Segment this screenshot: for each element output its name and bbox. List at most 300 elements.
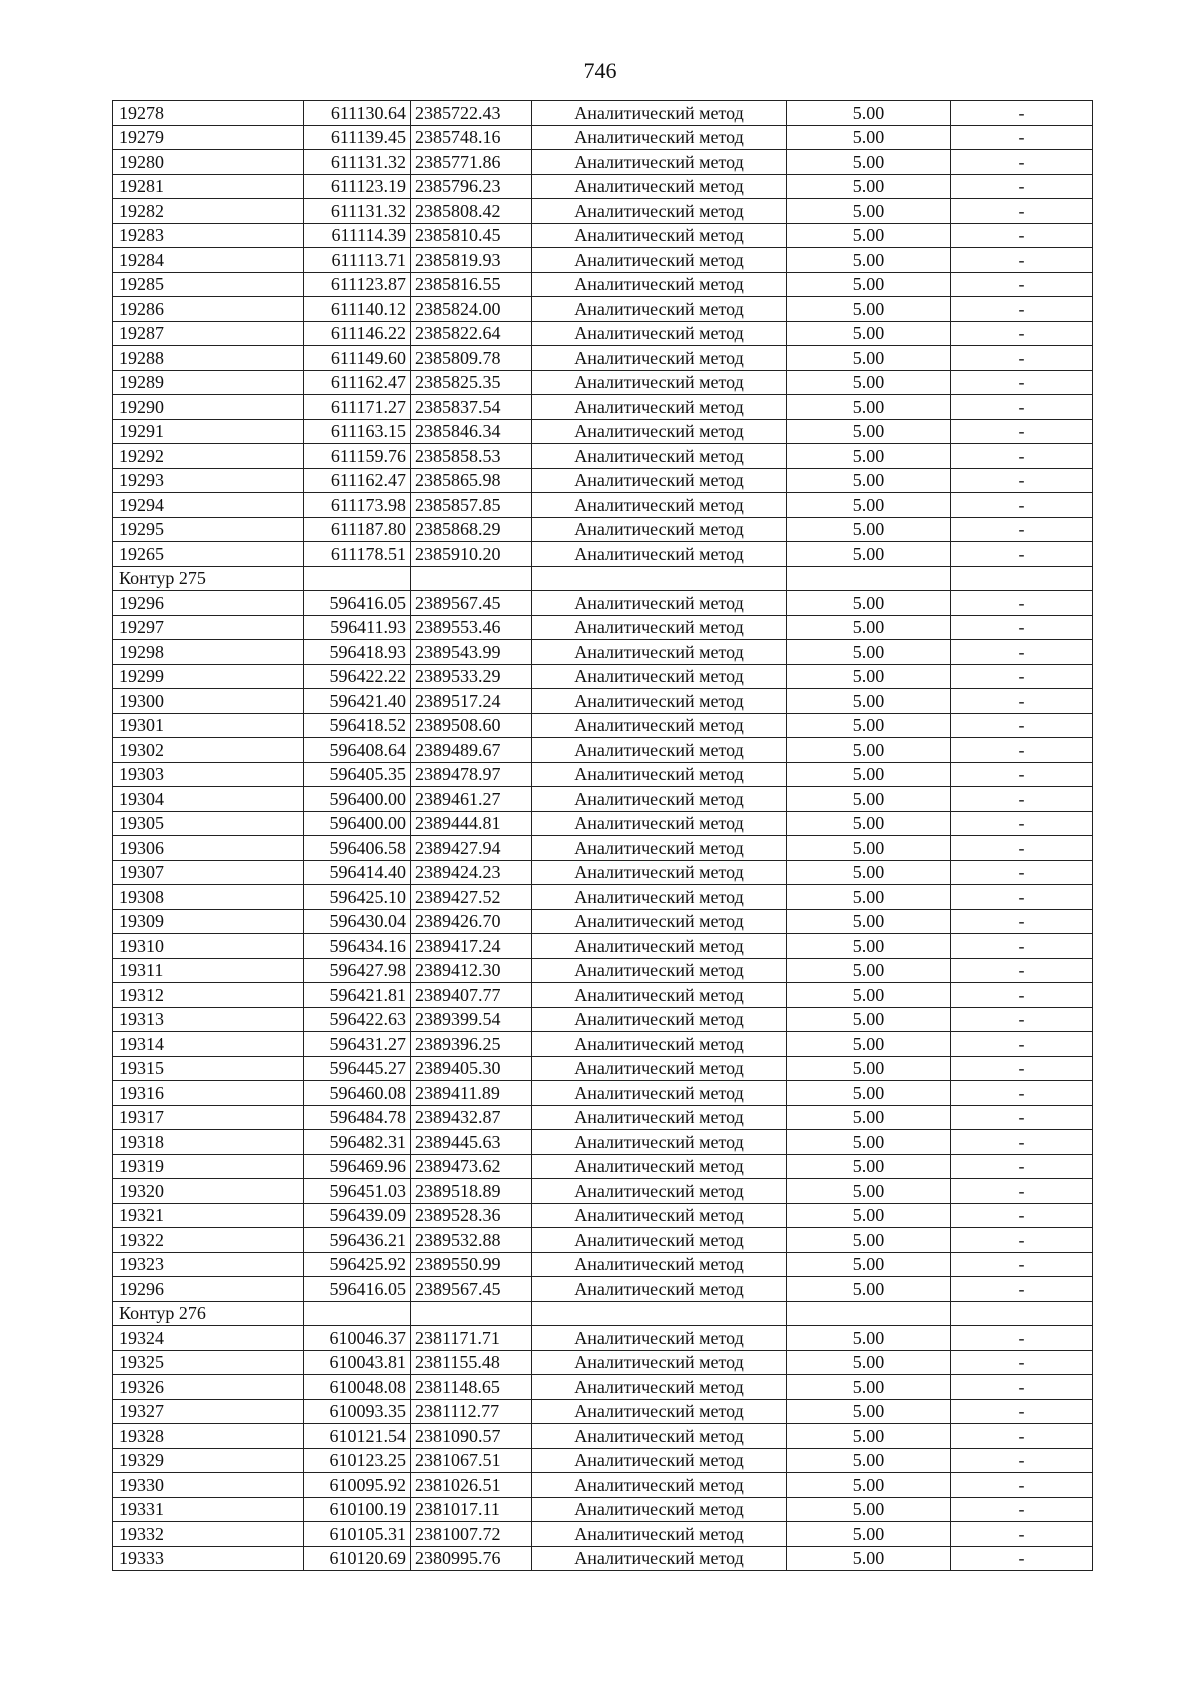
note-cell: - <box>951 1473 1093 1498</box>
method-cell: Аналитический метод <box>532 934 787 959</box>
y-coordinate-cell: 2385824.00 <box>411 297 532 322</box>
point-id-cell: 19332 <box>113 1522 304 1547</box>
method-cell: Аналитический метод <box>532 762 787 787</box>
note-cell: - <box>951 1522 1093 1547</box>
method-cell: Аналитический метод <box>532 836 787 861</box>
point-id-cell: 19330 <box>113 1473 304 1498</box>
method-cell: Аналитический метод <box>532 664 787 689</box>
contour-label: Контур 275 <box>113 566 304 591</box>
x-coordinate-cell: 596460.08 <box>304 1081 411 1106</box>
point-id-cell: 19318 <box>113 1130 304 1155</box>
note-cell: - <box>951 1424 1093 1449</box>
note-cell: - <box>951 272 1093 297</box>
accuracy-cell: 5.00 <box>787 395 951 420</box>
table-row <box>113 1546 1093 1571</box>
x-coordinate-cell: 611113.71 <box>304 248 411 273</box>
x-coordinate-cell: 596421.40 <box>304 689 411 714</box>
accuracy-cell: 5.00 <box>787 615 951 640</box>
note-cell: - <box>951 1105 1093 1130</box>
accuracy-cell: 5.00 <box>787 1105 951 1130</box>
accuracy-cell: 5.00 <box>787 272 951 297</box>
accuracy-cell: 5.00 <box>787 223 951 248</box>
point-id-cell: 19323 <box>113 1252 304 1277</box>
x-coordinate-cell: 596469.96 <box>304 1154 411 1179</box>
x-coordinate-cell: 596408.64 <box>304 738 411 763</box>
y-coordinate-cell: 2389532.88 <box>411 1228 532 1253</box>
x-coordinate-cell: 610046.37 <box>304 1326 411 1351</box>
empty-cell <box>411 1301 532 1326</box>
y-coordinate-cell: 2385910.20 <box>411 542 532 567</box>
note-cell: - <box>951 934 1093 959</box>
note-cell: - <box>951 1326 1093 1351</box>
point-id-cell: 19327 <box>113 1399 304 1424</box>
y-coordinate-cell: 2385809.78 <box>411 346 532 371</box>
method-cell: Аналитический метод <box>532 1105 787 1130</box>
note-cell: - <box>951 1350 1093 1375</box>
note-cell: - <box>951 860 1093 885</box>
contour-label: Контур 276 <box>113 1301 304 1326</box>
point-id-cell: 19292 <box>113 444 304 469</box>
table-row <box>113 885 1093 910</box>
y-coordinate-cell: 2381017.11 <box>411 1497 532 1522</box>
y-coordinate-cell: 2389543.99 <box>411 640 532 665</box>
point-id-cell: 19321 <box>113 1203 304 1228</box>
accuracy-cell: 5.00 <box>787 370 951 395</box>
y-coordinate-cell: 2385868.29 <box>411 517 532 542</box>
x-coordinate-cell: 611131.32 <box>304 199 411 224</box>
note-cell: - <box>951 1007 1093 1032</box>
method-cell: Аналитический метод <box>532 1497 787 1522</box>
method-cell: Аналитический метод <box>532 248 787 273</box>
y-coordinate-cell: 2385819.93 <box>411 248 532 273</box>
accuracy-cell: 5.00 <box>787 1154 951 1179</box>
method-cell: Аналитический метод <box>532 272 787 297</box>
x-coordinate-cell: 596422.22 <box>304 664 411 689</box>
accuracy-cell: 5.00 <box>787 958 951 983</box>
accuracy-cell: 5.00 <box>787 321 951 346</box>
table-row <box>113 909 1093 934</box>
method-cell: Аналитический метод <box>532 787 787 812</box>
y-coordinate-cell: 2389396.25 <box>411 1032 532 1057</box>
method-cell: Аналитический метод <box>532 958 787 983</box>
table-row <box>113 1277 1093 1302</box>
accuracy-cell: 5.00 <box>787 1032 951 1057</box>
x-coordinate-cell: 596451.03 <box>304 1179 411 1204</box>
method-cell: Аналитический метод <box>532 1277 787 1302</box>
table-row <box>113 223 1093 248</box>
accuracy-cell: 5.00 <box>787 542 951 567</box>
table-row <box>113 983 1093 1008</box>
y-coordinate-cell: 2385796.23 <box>411 174 532 199</box>
accuracy-cell: 5.00 <box>787 125 951 150</box>
accuracy-cell: 5.00 <box>787 419 951 444</box>
table-row <box>113 272 1093 297</box>
x-coordinate-cell: 610095.92 <box>304 1473 411 1498</box>
x-coordinate-cell: 596427.98 <box>304 958 411 983</box>
accuracy-cell: 5.00 <box>787 713 951 738</box>
point-id-cell: 19289 <box>113 370 304 395</box>
method-cell: Аналитический метод <box>532 1350 787 1375</box>
table-row <box>113 664 1093 689</box>
x-coordinate-cell: 611149.60 <box>304 346 411 371</box>
x-coordinate-cell: 596400.00 <box>304 787 411 812</box>
method-cell: Аналитический метод <box>532 542 787 567</box>
x-coordinate-cell: 611140.12 <box>304 297 411 322</box>
x-coordinate-cell: 596400.00 <box>304 811 411 836</box>
y-coordinate-cell: 2389567.45 <box>411 1277 532 1302</box>
point-id-cell: 19302 <box>113 738 304 763</box>
method-cell: Аналитический метод <box>532 1375 787 1400</box>
point-id-cell: 19293 <box>113 468 304 493</box>
note-cell: - <box>951 885 1093 910</box>
table-row <box>113 1424 1093 1449</box>
accuracy-cell: 5.00 <box>787 689 951 714</box>
contour-header-row <box>113 566 1093 591</box>
empty-cell <box>951 1301 1093 1326</box>
method-cell: Аналитический метод <box>532 885 787 910</box>
note-cell: - <box>951 125 1093 150</box>
x-coordinate-cell: 611187.80 <box>304 517 411 542</box>
note-cell: - <box>951 174 1093 199</box>
point-id-cell: 19319 <box>113 1154 304 1179</box>
point-id-cell: 19295 <box>113 517 304 542</box>
y-coordinate-cell: 2389567.45 <box>411 591 532 616</box>
y-coordinate-cell: 2385810.45 <box>411 223 532 248</box>
note-cell: - <box>951 1130 1093 1155</box>
method-cell: Аналитический метод <box>532 1081 787 1106</box>
point-id-cell: 19281 <box>113 174 304 199</box>
x-coordinate-cell: 611139.45 <box>304 125 411 150</box>
note-cell: - <box>951 223 1093 248</box>
note-cell: - <box>951 517 1093 542</box>
y-coordinate-cell: 2389489.67 <box>411 738 532 763</box>
method-cell: Аналитический метод <box>532 640 787 665</box>
table-row <box>113 1228 1093 1253</box>
y-coordinate-cell: 2385837.54 <box>411 395 532 420</box>
method-cell: Аналитический метод <box>532 223 787 248</box>
accuracy-cell: 5.00 <box>787 934 951 959</box>
y-coordinate-cell: 2385825.35 <box>411 370 532 395</box>
x-coordinate-cell: 610043.81 <box>304 1350 411 1375</box>
y-coordinate-cell: 2381171.71 <box>411 1326 532 1351</box>
note-cell: - <box>951 542 1093 567</box>
y-coordinate-cell: 2389445.63 <box>411 1130 532 1155</box>
table-row <box>113 1326 1093 1351</box>
note-cell: - <box>951 370 1093 395</box>
note-cell: - <box>951 395 1093 420</box>
x-coordinate-cell: 596439.09 <box>304 1203 411 1228</box>
method-cell: Аналитический метод <box>532 983 787 1008</box>
y-coordinate-cell: 2380995.76 <box>411 1546 532 1571</box>
x-coordinate-cell: 596416.05 <box>304 591 411 616</box>
coordinates-table-body <box>113 101 1093 1571</box>
point-id-cell: 19265 <box>113 542 304 567</box>
point-id-cell: 19328 <box>113 1424 304 1449</box>
accuracy-cell: 5.00 <box>787 1228 951 1253</box>
point-id-cell: 19313 <box>113 1007 304 1032</box>
empty-cell <box>304 1301 411 1326</box>
x-coordinate-cell: 596482.31 <box>304 1130 411 1155</box>
note-cell: - <box>951 1375 1093 1400</box>
y-coordinate-cell: 2389553.46 <box>411 615 532 640</box>
accuracy-cell: 5.00 <box>787 248 951 273</box>
x-coordinate-cell: 610093.35 <box>304 1399 411 1424</box>
method-cell: Аналитический метод <box>532 468 787 493</box>
method-cell: Аналитический метод <box>532 199 787 224</box>
point-id-cell: 19316 <box>113 1081 304 1106</box>
x-coordinate-cell: 611131.32 <box>304 150 411 175</box>
y-coordinate-cell: 2389518.89 <box>411 1179 532 1204</box>
accuracy-cell: 5.00 <box>787 811 951 836</box>
y-coordinate-cell: 2389411.89 <box>411 1081 532 1106</box>
table-row <box>113 542 1093 567</box>
accuracy-cell: 5.00 <box>787 468 951 493</box>
accuracy-cell: 5.00 <box>787 640 951 665</box>
method-cell: Аналитический метод <box>532 174 787 199</box>
note-cell: - <box>951 1081 1093 1106</box>
table-row <box>113 1497 1093 1522</box>
x-coordinate-cell: 611171.27 <box>304 395 411 420</box>
coordinates-table <box>112 100 1093 1571</box>
note-cell: - <box>951 444 1093 469</box>
table-row <box>113 468 1093 493</box>
method-cell: Аналитический метод <box>532 125 787 150</box>
method-cell: Аналитический метод <box>532 1252 787 1277</box>
method-cell: Аналитический метод <box>532 101 787 126</box>
note-cell: - <box>951 199 1093 224</box>
x-coordinate-cell: 596414.40 <box>304 860 411 885</box>
y-coordinate-cell: 2389461.27 <box>411 787 532 812</box>
table-row <box>113 493 1093 518</box>
y-coordinate-cell: 2389407.77 <box>411 983 532 1008</box>
accuracy-cell: 5.00 <box>787 1448 951 1473</box>
x-coordinate-cell: 611163.15 <box>304 419 411 444</box>
accuracy-cell: 5.00 <box>787 1546 951 1571</box>
point-id-cell: 19325 <box>113 1350 304 1375</box>
method-cell: Аналитический метод <box>532 346 787 371</box>
method-cell: Аналитический метод <box>532 591 787 616</box>
point-id-cell: 19331 <box>113 1497 304 1522</box>
method-cell: Аналитический метод <box>532 370 787 395</box>
accuracy-cell: 5.00 <box>787 762 951 787</box>
note-cell: - <box>951 811 1093 836</box>
y-coordinate-cell: 2381112.77 <box>411 1399 532 1424</box>
method-cell: Аналитический метод <box>532 1448 787 1473</box>
x-coordinate-cell: 611173.98 <box>304 493 411 518</box>
x-coordinate-cell: 610123.25 <box>304 1448 411 1473</box>
y-coordinate-cell: 2381148.65 <box>411 1375 532 1400</box>
table-row <box>113 395 1093 420</box>
x-coordinate-cell: 611114.39 <box>304 223 411 248</box>
x-coordinate-cell: 596422.63 <box>304 1007 411 1032</box>
note-cell: - <box>951 664 1093 689</box>
accuracy-cell: 5.00 <box>787 1473 951 1498</box>
y-coordinate-cell: 2385822.64 <box>411 321 532 346</box>
point-id-cell: 19282 <box>113 199 304 224</box>
note-cell: - <box>951 346 1093 371</box>
table-row <box>113 517 1093 542</box>
point-id-cell: 19306 <box>113 836 304 861</box>
x-coordinate-cell: 596484.78 <box>304 1105 411 1130</box>
point-id-cell: 19286 <box>113 297 304 322</box>
table-row <box>113 1203 1093 1228</box>
method-cell: Аналитический метод <box>532 1473 787 1498</box>
table-row <box>113 1399 1093 1424</box>
y-coordinate-cell: 2385748.16 <box>411 125 532 150</box>
table-row <box>113 934 1093 959</box>
y-coordinate-cell: 2389417.24 <box>411 934 532 959</box>
accuracy-cell: 5.00 <box>787 493 951 518</box>
note-cell: - <box>951 1448 1093 1473</box>
note-cell: - <box>951 591 1093 616</box>
table-row <box>113 1448 1093 1473</box>
table-row <box>113 444 1093 469</box>
table-row <box>113 1252 1093 1277</box>
point-id-cell: 19326 <box>113 1375 304 1400</box>
accuracy-cell: 5.00 <box>787 199 951 224</box>
accuracy-cell: 5.00 <box>787 787 951 812</box>
accuracy-cell: 5.00 <box>787 983 951 1008</box>
point-id-cell: 19285 <box>113 272 304 297</box>
table-row <box>113 860 1093 885</box>
method-cell: Аналитический метод <box>532 1032 787 1057</box>
note-cell: - <box>951 983 1093 1008</box>
x-coordinate-cell: 611162.47 <box>304 370 411 395</box>
table-row <box>113 297 1093 322</box>
note-cell: - <box>951 1546 1093 1571</box>
point-id-cell: 19288 <box>113 346 304 371</box>
point-id-cell: 19333 <box>113 1546 304 1571</box>
x-coordinate-cell: 596405.35 <box>304 762 411 787</box>
note-cell: - <box>951 738 1093 763</box>
method-cell: Аналитический метод <box>532 517 787 542</box>
x-coordinate-cell: 610048.08 <box>304 1375 411 1400</box>
empty-cell <box>304 566 411 591</box>
note-cell: - <box>951 787 1093 812</box>
x-coordinate-cell: 596431.27 <box>304 1032 411 1057</box>
table-row <box>113 787 1093 812</box>
method-cell: Аналитический метод <box>532 297 787 322</box>
accuracy-cell: 5.00 <box>787 664 951 689</box>
table-row <box>113 713 1093 738</box>
accuracy-cell: 5.00 <box>787 346 951 371</box>
method-cell: Аналитический метод <box>532 713 787 738</box>
table-row <box>113 1130 1093 1155</box>
x-coordinate-cell: 611123.87 <box>304 272 411 297</box>
y-coordinate-cell: 2389426.70 <box>411 909 532 934</box>
empty-cell <box>532 1301 787 1326</box>
note-cell: - <box>951 419 1093 444</box>
note-cell: - <box>951 1277 1093 1302</box>
point-id-cell: 19296 <box>113 591 304 616</box>
y-coordinate-cell: 2381067.51 <box>411 1448 532 1473</box>
accuracy-cell: 5.00 <box>787 860 951 885</box>
point-id-cell: 19324 <box>113 1326 304 1351</box>
note-cell: - <box>951 1252 1093 1277</box>
accuracy-cell: 5.00 <box>787 174 951 199</box>
y-coordinate-cell: 2385865.98 <box>411 468 532 493</box>
point-id-cell: 19307 <box>113 860 304 885</box>
note-cell: - <box>951 640 1093 665</box>
method-cell: Аналитический метод <box>532 321 787 346</box>
x-coordinate-cell: 596430.04 <box>304 909 411 934</box>
y-coordinate-cell: 2381090.57 <box>411 1424 532 1449</box>
y-coordinate-cell: 2389424.23 <box>411 860 532 885</box>
y-coordinate-cell: 2389399.54 <box>411 1007 532 1032</box>
accuracy-cell: 5.00 <box>787 1007 951 1032</box>
method-cell: Аналитический метод <box>532 1007 787 1032</box>
y-coordinate-cell: 2389427.52 <box>411 885 532 910</box>
x-coordinate-cell: 596418.93 <box>304 640 411 665</box>
x-coordinate-cell: 611162.47 <box>304 468 411 493</box>
table-row <box>113 174 1093 199</box>
x-coordinate-cell: 610121.54 <box>304 1424 411 1449</box>
point-id-cell: 19311 <box>113 958 304 983</box>
x-coordinate-cell: 611123.19 <box>304 174 411 199</box>
point-id-cell: 19314 <box>113 1032 304 1057</box>
y-coordinate-cell: 2389550.99 <box>411 1252 532 1277</box>
point-id-cell: 19317 <box>113 1105 304 1130</box>
table-row <box>113 150 1093 175</box>
table-row <box>113 738 1093 763</box>
note-cell: - <box>951 101 1093 126</box>
y-coordinate-cell: 2385771.86 <box>411 150 532 175</box>
y-coordinate-cell: 2389533.29 <box>411 664 532 689</box>
table-row <box>113 1522 1093 1547</box>
accuracy-cell: 5.00 <box>787 909 951 934</box>
table-row <box>113 1105 1093 1130</box>
accuracy-cell: 5.00 <box>787 591 951 616</box>
x-coordinate-cell: 610120.69 <box>304 1546 411 1571</box>
table-row <box>113 125 1093 150</box>
y-coordinate-cell: 2385816.55 <box>411 272 532 297</box>
empty-cell <box>532 566 787 591</box>
table-row <box>113 248 1093 273</box>
method-cell: Аналитический метод <box>532 1130 787 1155</box>
accuracy-cell: 5.00 <box>787 1130 951 1155</box>
y-coordinate-cell: 2389432.87 <box>411 1105 532 1130</box>
point-id-cell: 19296 <box>113 1277 304 1302</box>
y-coordinate-cell: 2385808.42 <box>411 199 532 224</box>
table-row <box>113 1081 1093 1106</box>
x-coordinate-cell: 596425.92 <box>304 1252 411 1277</box>
x-coordinate-cell: 611159.76 <box>304 444 411 469</box>
x-coordinate-cell: 596411.93 <box>304 615 411 640</box>
point-id-cell: 19290 <box>113 395 304 420</box>
accuracy-cell: 5.00 <box>787 1179 951 1204</box>
x-coordinate-cell: 596445.27 <box>304 1056 411 1081</box>
note-cell: - <box>951 321 1093 346</box>
y-coordinate-cell: 2389405.30 <box>411 1056 532 1081</box>
method-cell: Аналитический метод <box>532 419 787 444</box>
accuracy-cell: 5.00 <box>787 1424 951 1449</box>
accuracy-cell: 5.00 <box>787 1081 951 1106</box>
point-id-cell: 19298 <box>113 640 304 665</box>
point-id-cell: 19312 <box>113 983 304 1008</box>
table-row <box>113 346 1093 371</box>
table-row <box>113 958 1093 983</box>
note-cell: - <box>951 297 1093 322</box>
accuracy-cell: 5.00 <box>787 1399 951 1424</box>
y-coordinate-cell: 2385846.34 <box>411 419 532 444</box>
note-cell: - <box>951 1056 1093 1081</box>
point-id-cell: 19322 <box>113 1228 304 1253</box>
point-id-cell: 19291 <box>113 419 304 444</box>
y-coordinate-cell: 2389473.62 <box>411 1154 532 1179</box>
method-cell: Аналитический метод <box>532 493 787 518</box>
method-cell: Аналитический метод <box>532 1056 787 1081</box>
point-id-cell: 19320 <box>113 1179 304 1204</box>
